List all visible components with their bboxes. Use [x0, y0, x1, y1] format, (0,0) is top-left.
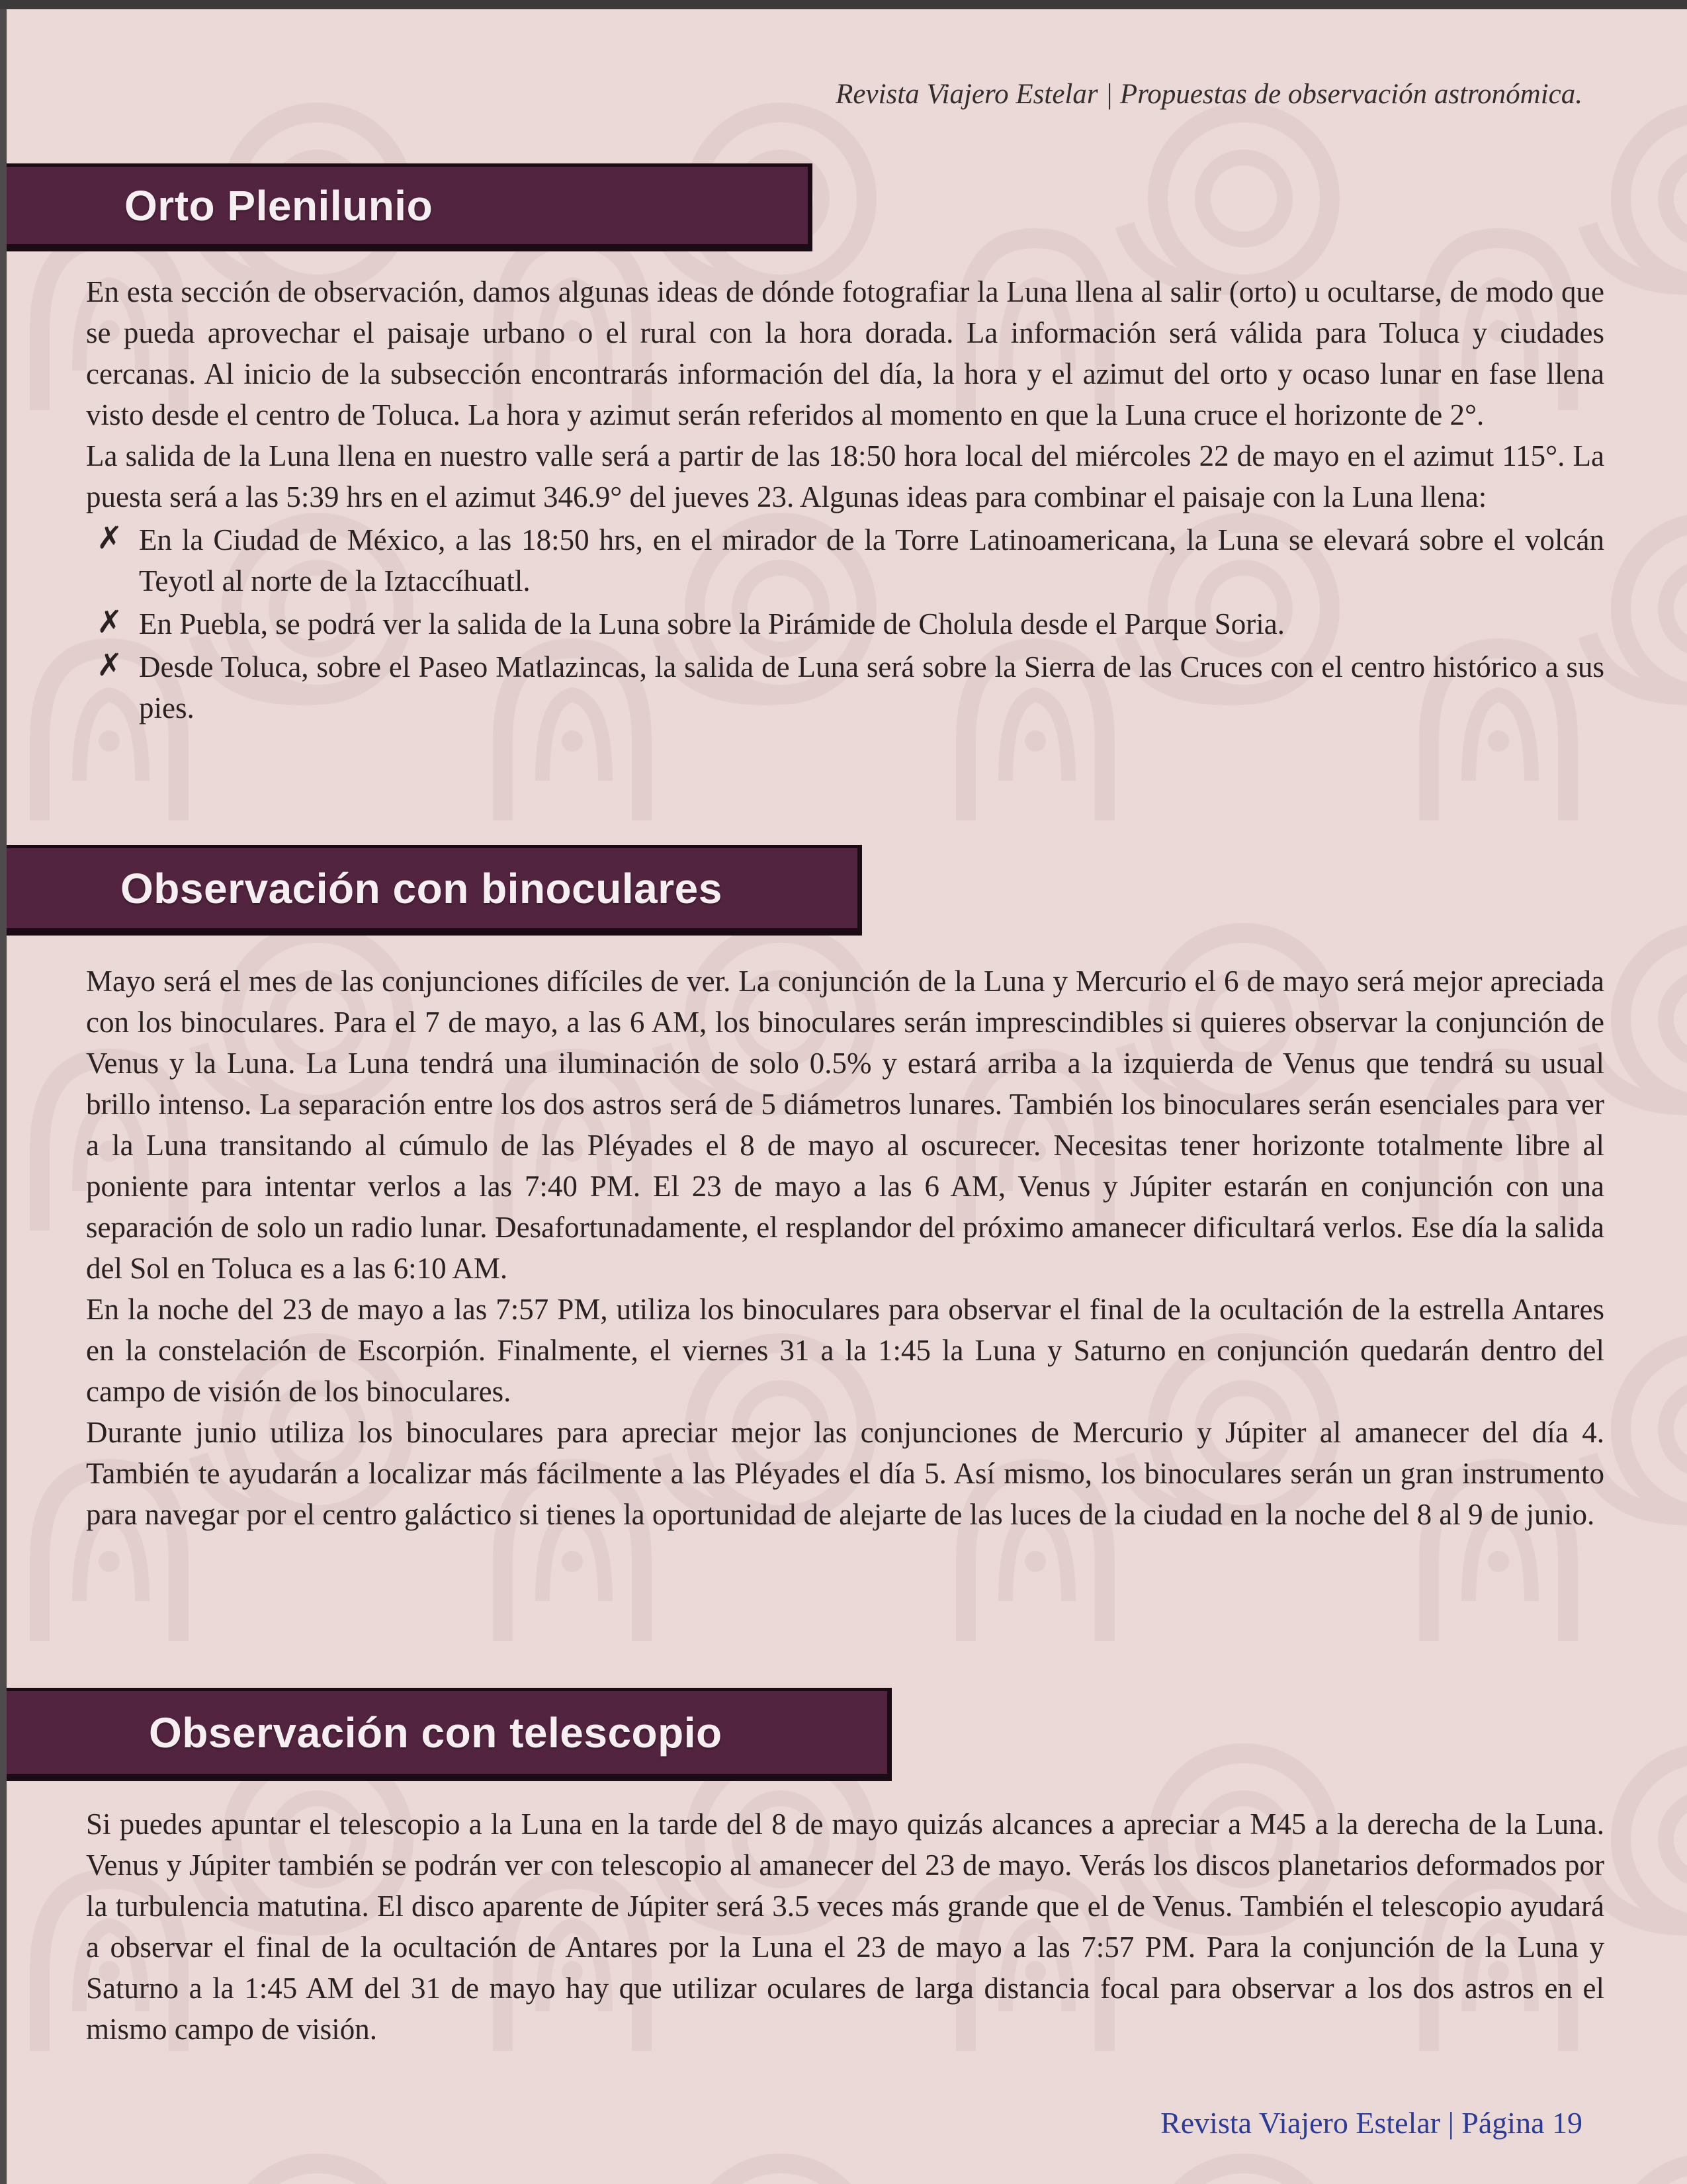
section-body-observacion-binoculares — [86, 961, 1604, 1535]
top-border-bar — [0, 0, 1687, 9]
page-header: Revista Viajero Estelar | Propuestas de observación astronómica. — [836, 79, 1582, 110]
x-bullet-icon: ✗ — [97, 520, 123, 556]
x-bullet-icon: ✗ — [97, 604, 123, 640]
list-item — [86, 519, 1604, 601]
paragraph: Mayo será el mes de las conjunciones difíciles de ver. La conjunción de la Luna y Mercurio el 6 de mayo será mejor apreciada con los binoculares. Para el 7 de mayo, a las 6 AM, los binoculares serán imprescindibles si quieres observar la conjunción de Venus y la Luna. La Luna tendrá una iluminación de solo 0.5% y estará arriba a la izquierda de Venus que tendrá su usual brillo intenso. La separación entre los dos astros será de 5 diámetros lunares. También los binoculares serán esenciales para ver a la Luna transitando al cúmulo de las Pléyades el 8 de mayo al oscurecer. Necesitas tener horizonte totalmente libre al poniente para intentar verlos a las 7:40 PM. El 23 de mayo a las 6 AM, Venus y Júpiter estarán en conjunción con una separación de solo un radio lunar. Desafortunadamente, el resplandor del próximo amanecer dificultará verlos. Ese día la salida del Sol en Toluca es a las 6:10 AM. — [86, 965, 1604, 1285]
section-banner-orto-plenilunio — [0, 163, 812, 251]
paragraph: La salida de la Luna llena en nuestro valle será a partir de las 18:50 hora local del miércoles 22 de mayo en el azimut 115°. La puesta será a las 5:39 hrs en el azimut 346.9° del jueves 23. Algunas ideas para combinar el paisaje con la Luna llena: — [86, 439, 1604, 513]
paragraph: En esta sección de observación, damos algunas ideas de dónde fotografiar la Luna llena al salir (orto) u ocultarse, de modo que se pueda aprovechar el paisaje urbano o el rural con la hora dorada. La información será válida para Toluca y ciudades cercanas. Al inicio de la subsección encontrarás información del día, la hora y el azimut del orto y ocaso lunar en fase llena visto desde el centro de Toluca. La hora y azimut serán referidos al momento en que la Luna cruce el horizonte de 2°. — [86, 275, 1604, 431]
section-title: Observación con binoculares — [120, 864, 722, 912]
x-bullet-icon: ✗ — [97, 647, 123, 683]
section-title: Orto Plenilunio — [124, 181, 433, 230]
left-border-bar — [0, 0, 7, 2184]
paragraph: Durante junio utiliza los binoculares para apreciar mejor las conjunciones de Mercurio y Júpiter al amanecer del día 4. También te ayudarán a localizar más fácilmente a las Pléyades el día 5. Así mismo, los binoculares serán un gran instrumento para navegar por el centro galáctico si tienes la oportunidad de alejarte de las luces de la ciudad en la noche del 8 al 9 de junio. — [86, 1416, 1604, 1531]
page-footer: Revista Viajero Estelar | Página 19 — [1160, 2106, 1582, 2140]
section-title: Observación con telescopio — [149, 1708, 722, 1757]
list-item-text: En la Ciudad de México, a las 18:50 hrs, en el mirador de la Torre Latinoamericana, la Luna se elevará sobre el volcán Teyotl al norte de la Iztaccíhuatl. — [139, 523, 1604, 597]
list-item — [86, 646, 1604, 728]
section-body-orto-plenilunio — [86, 271, 1604, 728]
paragraph: Si puedes apuntar el telescopio a la Luna en la tarde del 8 de mayo quizás alcances a apreciar a M45 a la derecha de la Luna. Venus y Júpiter también se podrán ver con telescopio al amanecer del 23 de mayo. Verás los discos planetarios deformados por la turbulencia matutina. El disco aparente de Júpiter será 3.5 veces más grande que el de Venus. También el telescopio ayudará a observar el final de la ocultación de Antares por la Luna el 23 de mayo a las 7:57 PM. Para la conjunción de la Luna y Saturno a la 1:45 AM del 31 de mayo hay que utilizar oculares de larga distancia focal para observar a los dos astros en el mismo campo de visión. — [86, 1808, 1604, 2046]
list-item-text: En Puebla, se podrá ver la salida de la Luna sobre la Pirámide de Cholula desde el Parque Soria. — [139, 607, 1285, 640]
list-item-text: Desde Toluca, sobre el Paseo Matlazincas, la salida de Luna será sobre la Sierra de las Cruces con el centro histórico a sus pies. — [139, 650, 1604, 724]
section-banner-observacion-telescopio — [0, 1688, 892, 1781]
section-body-observacion-telescopio — [86, 1804, 1604, 2050]
list-item — [86, 603, 1604, 644]
section-banner-observacion-binoculares — [0, 845, 862, 936]
paragraph: En la noche del 23 de mayo a las 7:57 PM, utiliza los binoculares para observar el final de la ocultación de la estrella Antares en la constelación de Escorpión. Finalmente, el viernes 31 a la 1:45 la Luna y Saturno en conjunción quedarán dentro del campo de visión de los binoculares. — [86, 1293, 1604, 1408]
